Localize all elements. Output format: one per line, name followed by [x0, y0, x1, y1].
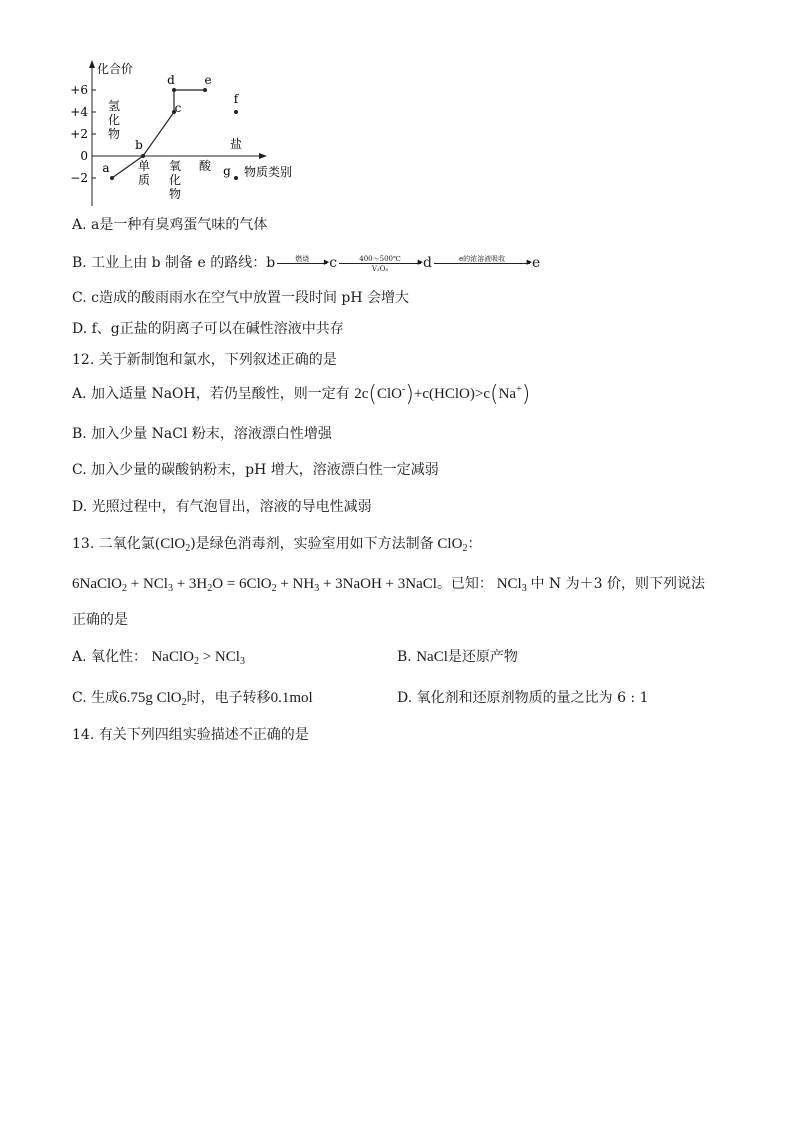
q12-stem: 12. 关于新制饱和氯水，下列叙述正确的是 [72, 352, 337, 368]
point-label-c: c [174, 101, 182, 115]
point-g [234, 176, 238, 180]
q11-option-b-prefix: B. 工业上由 b 制备 e 的路线：b [72, 255, 276, 271]
q13-equation-line [72, 573, 705, 594]
point-label-g: g [223, 164, 231, 178]
point-d [172, 88, 176, 92]
category-label: 单质 [137, 159, 151, 187]
q13-eq-note2: 中 N 为＋3 价，则下列说法 [530, 576, 705, 592]
category-label: 盐 [229, 137, 243, 151]
species-e: e [532, 255, 541, 271]
formula-clo2: ClO$_2$ [160, 536, 191, 554]
q13-option-a-formula: NaClO$_2$ > NCl$_3$ [151, 649, 245, 667]
q12-option-a-prefix: A. 加入适量 NaOH，若仍呈酸性，则一定有 [72, 386, 350, 402]
q13-option-b-suffix: 是还原产物 [447, 649, 518, 665]
x-axis-label: 物质类别 [244, 165, 293, 179]
arrow-step-2-bottom: V₂O₅ [371, 265, 389, 273]
q13-stem [72, 533, 481, 554]
q13-option-c-value: 0.1mol [270, 690, 313, 706]
y-axis-label: 化合价 [97, 62, 134, 76]
arrow-step-2-top: 400～500℃ [359, 255, 401, 263]
point-label-a: a [102, 161, 110, 175]
q13-eq-note: 。已知： [436, 576, 493, 592]
q13-option-a [72, 646, 245, 667]
q13-line3: 正确的是 [72, 612, 128, 628]
q13-option-c-mid: 时，电子转移 [186, 690, 271, 706]
q12-option-d: D. 光照过程中，有气泡冒出，溶液的导电性减弱 [72, 499, 372, 515]
arrow-step-1-label: 燃烧 [295, 255, 310, 263]
point-label-d: d [167, 73, 175, 87]
species-d: d [423, 255, 433, 271]
q13-option-b [397, 646, 518, 666]
point-label-b: b [135, 138, 143, 152]
y-tick-label: +4 [70, 105, 88, 119]
x-axis-arrow-icon [259, 153, 267, 159]
y-tick-label: −2 [70, 171, 88, 185]
q11-option-c: C. c造成的酸雨雨水在空气中放置一段时间 pH 会增大 [72, 290, 410, 306]
point-b [141, 154, 145, 158]
q12-option-c: C. 加入少量的碳酸钠粉末，pH 增大，溶液漂白性一定减弱 [72, 462, 439, 478]
q13-option-c [72, 687, 313, 708]
q13-option-c-prefix: C. 生成 [72, 690, 120, 706]
arrow-step-1: 燃烧 ▶ [277, 262, 327, 264]
q12-option-a [72, 382, 530, 407]
q12-option-a-formula: 2c(ClO-)+c(HClO)>c(Na+) [354, 382, 531, 407]
formula-nacl: NaCl [416, 649, 448, 665]
q13-option-a-prefix: A. 氧化性： [72, 649, 148, 665]
q13-option-b-prefix: B. [397, 649, 417, 665]
q13-stem-prefix: 13. 二氧化氯( [72, 536, 161, 552]
q13-stem-end: ： [467, 536, 482, 552]
point-e [203, 88, 207, 92]
point-f [234, 110, 238, 114]
q12-option-b: B. 加入少量 NaCl 粉末，溶液漂白性增强 [72, 426, 332, 442]
category-label: 氢化物 [107, 99, 121, 141]
y-tick-label: +2 [70, 127, 88, 141]
q14-stem: 14. 有关下列四组实验描述不正确的是 [72, 727, 309, 743]
y-tick-label: +6 [70, 83, 88, 97]
q13-option-d: D. 氧化剂和还原剂物质的量之比为 6 : 1 [397, 690, 649, 706]
point-label-f: f [233, 92, 239, 106]
species-c: c [329, 255, 338, 271]
arrow-step-3-label: e的浓溶液吸收 [458, 255, 506, 263]
category-label: 酸 [198, 159, 212, 173]
y-tick-label: 0 [80, 149, 88, 163]
reaction-equation: 6NaClO$_2$ + $NCl_3 + 3H_2O = 6ClO_2 + NH_3$ + 3NaOH + 3NaCl [72, 576, 437, 594]
formula-ncl3: NCl$_3$ [492, 576, 527, 594]
point-a [110, 176, 114, 180]
q13-stem-mid: )是绿色消毒剂，实验室用如下方法制备 [190, 536, 434, 552]
q11-option-d: D. f、g正盐的阴离子可以在碱性溶液中共存 [72, 321, 344, 337]
category-label: 氧化物 [168, 159, 182, 201]
q13-option-c-formula: 6.75g ClO$_2$ [119, 690, 187, 708]
q11-option-a: A. a是一种有臭鸡蛋气味的气体 [72, 217, 268, 233]
q11-option-b [72, 252, 540, 272]
arrow-step-2: 400～500℃ ▶ V₂O₅ [339, 262, 421, 264]
point-label-e: e [204, 73, 212, 87]
valence-chart [64, 56, 304, 206]
arrow-step-3: e的浓溶液吸收 ▶ [434, 262, 530, 264]
y-axis-arrow-icon [89, 60, 95, 68]
formula-clo2-2: ClO$_2$ [433, 536, 468, 554]
